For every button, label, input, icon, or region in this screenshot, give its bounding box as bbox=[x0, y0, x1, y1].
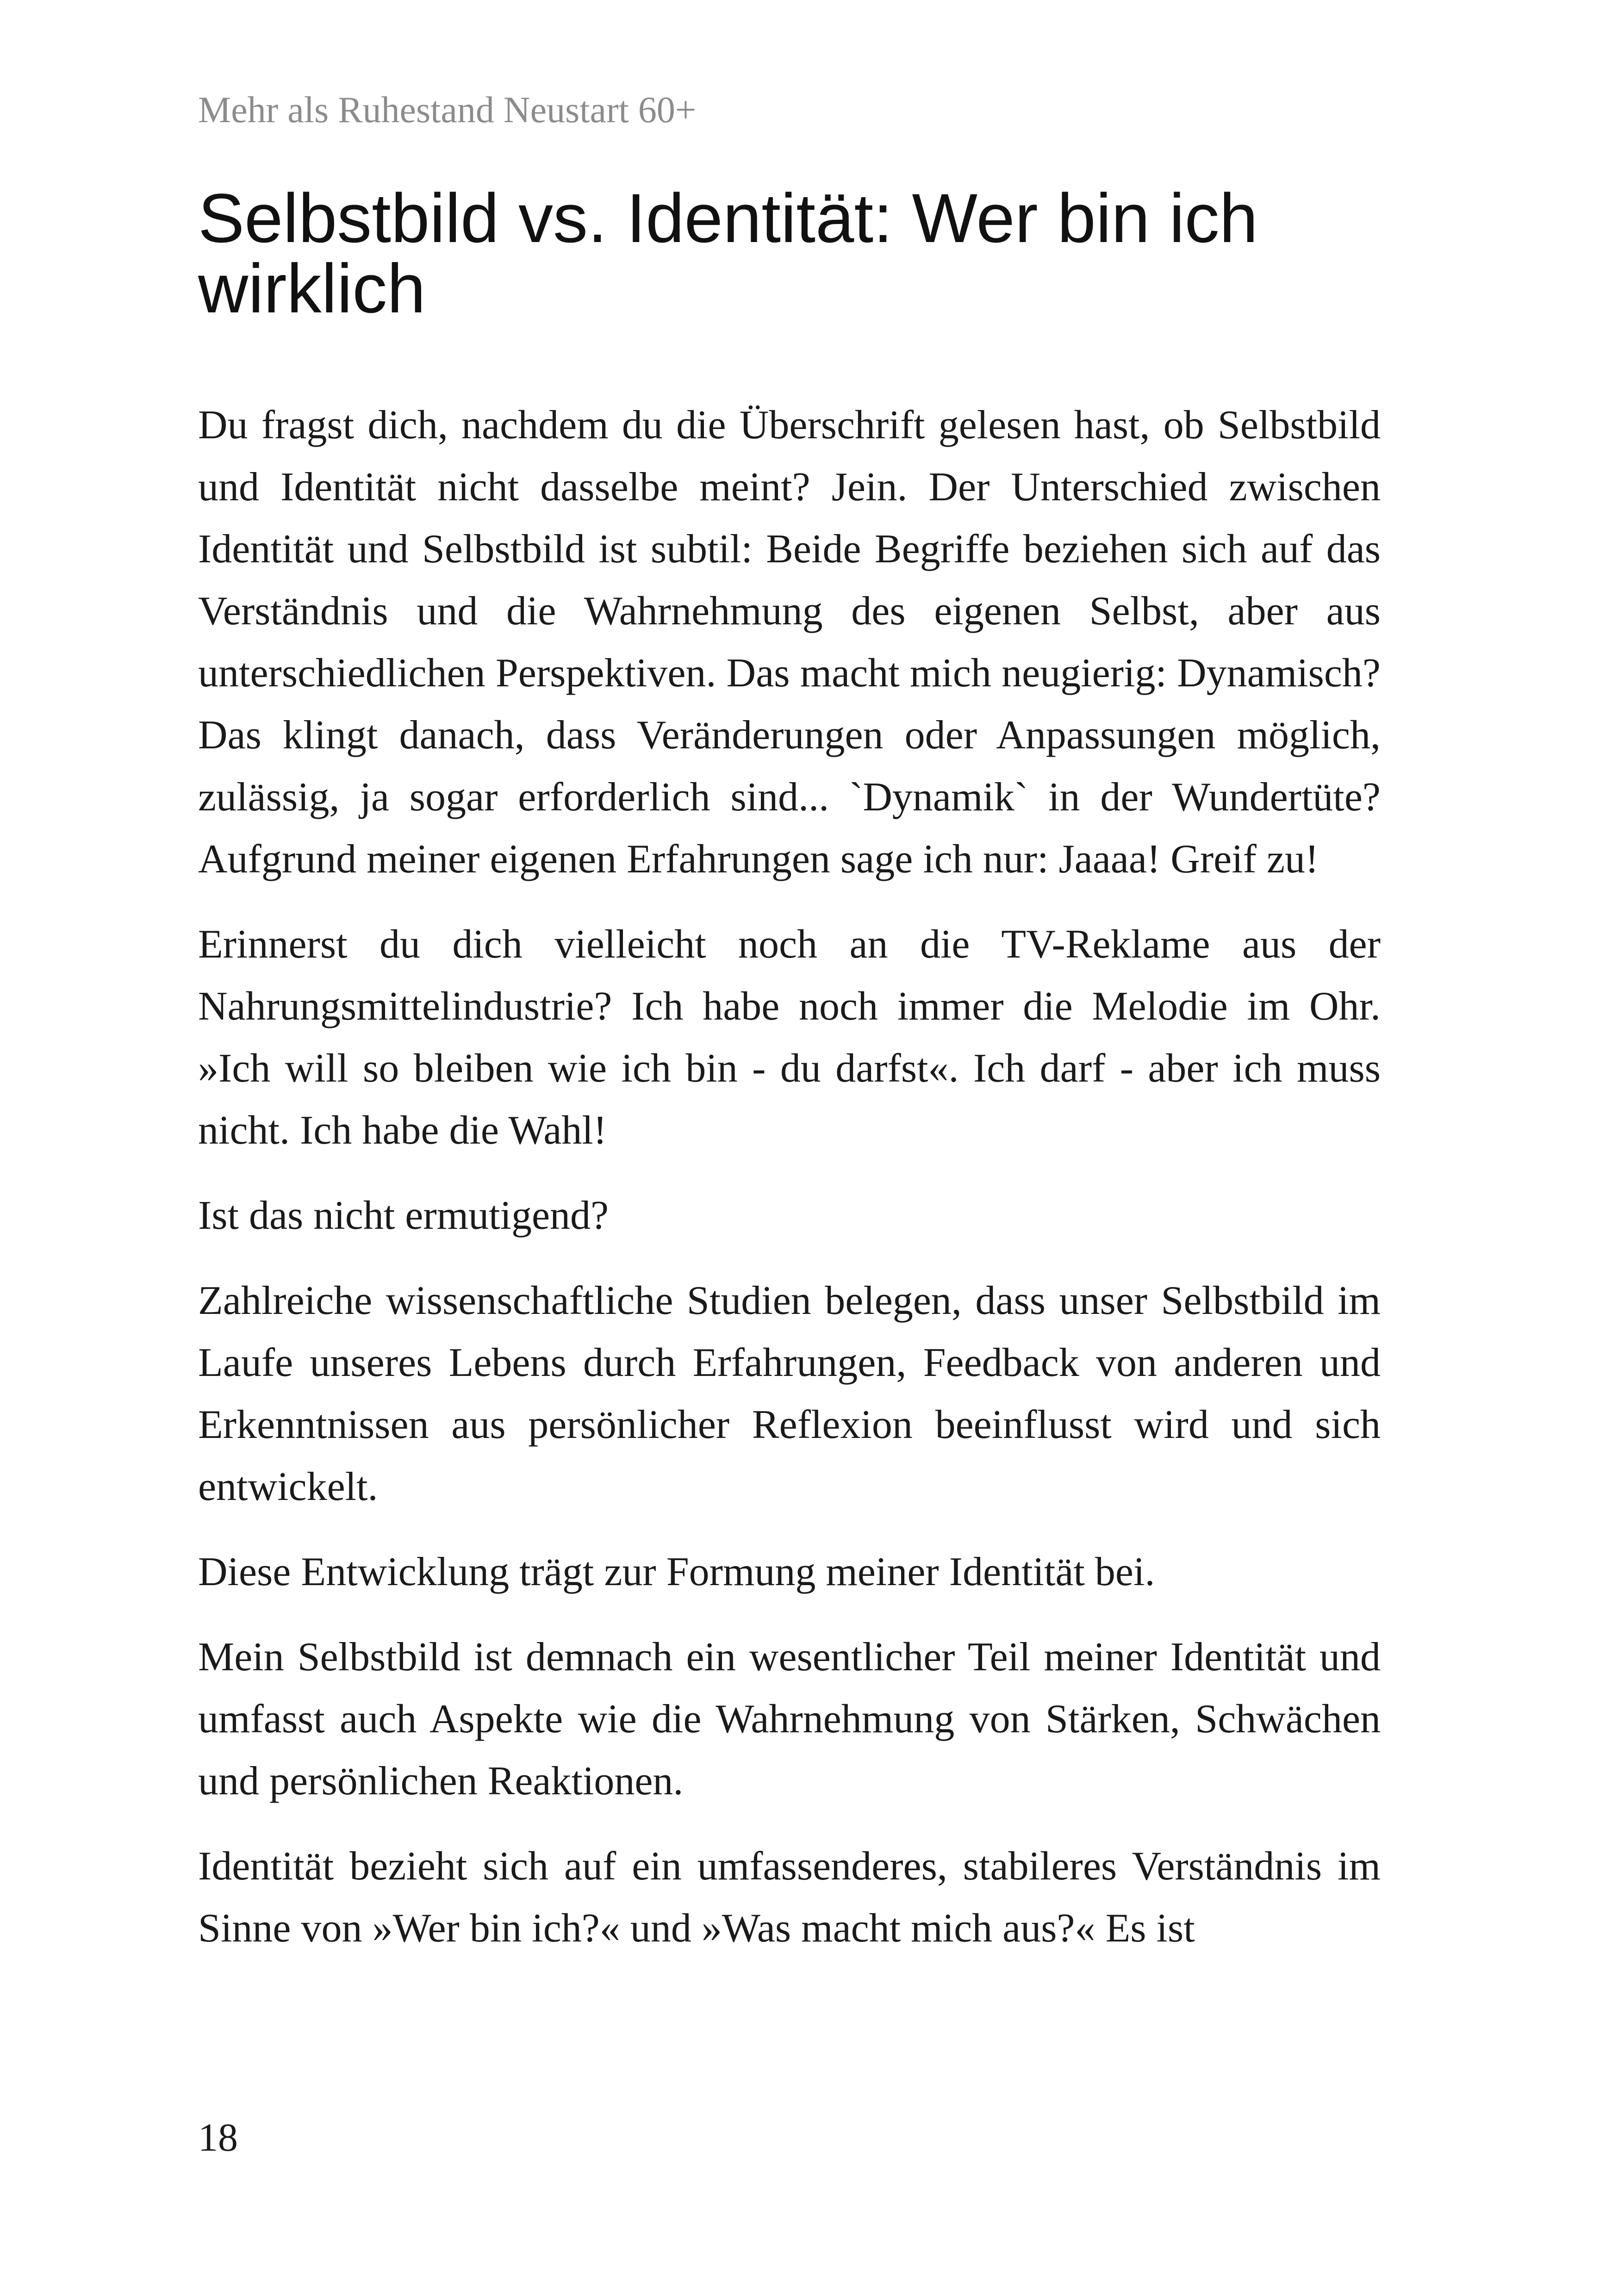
body-text bbox=[198, 394, 1381, 1960]
paragraph: Diese Entwicklung trägt zur Formung meiner Identität bei. bbox=[198, 1549, 1155, 1594]
paragraph: Du fragst dich, nachdem du die Überschrift gelesen hast, ob Selbstbild und Identität nicht dasselbe meint? Jein. Der Unterschied zwischen Identität und Selbstbild ist subtil: Beide Begriffe beziehen sich auf das Verständnis und die Wahrnehmung des eigenen Selbst, aber aus unterschiedlichen Perspektiven. Das macht mich neugierig: Dynamisch? Das klingt danach, dass Veränderungen oder Anpassungen möglich, zulässig, ja sogar erforderlich sind... `Dynamik` in der Wundertüte? Aufgrund meiner eigenen Erfahrungen sage ich nur: Jaaaa! Greif zu! bbox=[198, 403, 1381, 882]
paragraph: Zahlreiche wissenschaftliche Studien belegen, dass unser Selbstbild im Laufe unseres Lebens durch Erfahrungen, Feedback von anderen und Erkenntnissen aus persönlicher Reflexion beeinflusst wird und sich entwickelt. bbox=[198, 1278, 1381, 1509]
paragraph: Erinnerst du dich vielleicht noch an die TV-Reklame aus der Nahrungsmittelindustrie? Ich habe noch immer die Melodie im Ohr. »Ich will so bleiben wie ich bin - du darfst«. Ich darf - aber ich muss nicht. Ich habe die Wahl! bbox=[198, 922, 1381, 1153]
paragraph: Ist das nicht ermutigend? bbox=[198, 1193, 609, 1238]
running-header: Mehr als Ruhestand Neustart 60+ bbox=[198, 90, 697, 131]
paragraph: Identität bezieht sich auf ein umfassenderes, stabileres Verständnis im Sinne von »Wer bin ich?« und »Was macht mich aus?« Es ist bbox=[198, 1844, 1381, 1951]
page-number: 18 bbox=[198, 2115, 238, 2159]
paragraph: Mein Selbstbild ist demnach ein wesentlicher Teil meiner Identität und umfasst auch Aspekte wie die Wahrnehmung von Stärken, Schwächen und persönlichen Reaktionen. bbox=[198, 1635, 1381, 1804]
chapter-title: Selbstbild vs. Identität: Wer bin ich wirklich bbox=[198, 179, 1258, 327]
